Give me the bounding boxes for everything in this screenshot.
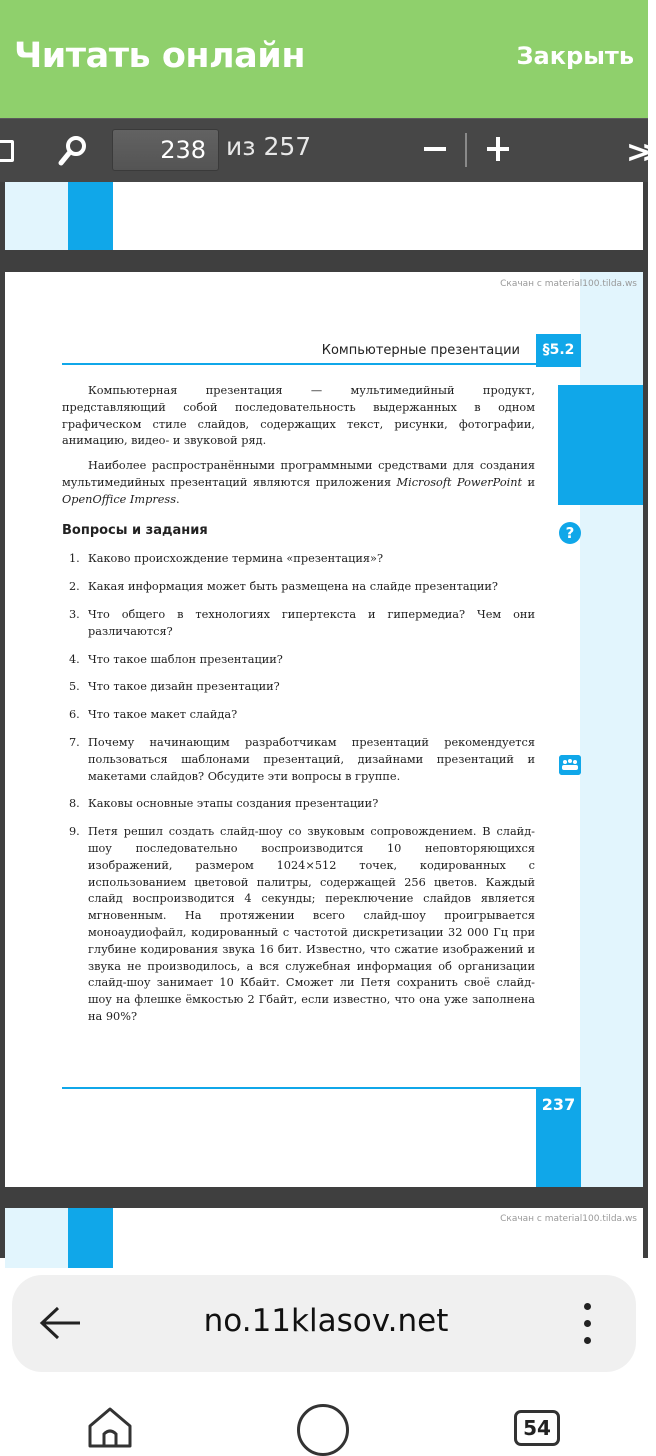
question-mark-icon: ? xyxy=(559,522,581,544)
paragraph-text: Наиболее распространёнными программными средствами для создания мультимедийных презентаций являются приложения xyxy=(62,459,535,489)
paragraph: Компьютерная презентация — мультимедийный продукт, представляющий собой последовательность выдержанных в одном графическом стиле слайдов, содержащих текст, рисунки, фотографии, анимацию, видео- и звуковой ряд. xyxy=(62,384,535,448)
app-title: Читать онлайн xyxy=(14,36,305,76)
question-text: Что такое макет слайда? xyxy=(88,708,238,722)
zoom-in-button[interactable] xyxy=(487,137,509,161)
home-icon[interactable] xyxy=(87,1406,133,1446)
list-item xyxy=(62,824,535,1026)
page-number: 237 xyxy=(541,1095,576,1114)
zoom-out-button[interactable] xyxy=(424,147,446,151)
running-head: Компьютерные презентации xyxy=(321,343,520,358)
question-number: 1. xyxy=(69,552,80,566)
list-item xyxy=(62,796,535,813)
header-rule xyxy=(62,363,538,365)
double-chevron-right-icon[interactable]: >> xyxy=(626,135,656,170)
current-page xyxy=(5,272,643,1187)
watermark: Скачан с material100.tilda.ws xyxy=(500,279,637,289)
question-number: 9. xyxy=(69,825,80,839)
conjunction: и xyxy=(527,475,535,489)
list-item xyxy=(62,679,535,696)
sidebar-toggle-icon[interactable] xyxy=(0,140,14,162)
app-bar xyxy=(0,0,648,118)
list-item xyxy=(62,607,535,641)
questions-list xyxy=(62,551,535,1025)
next-page xyxy=(5,1208,643,1268)
page-decor-strip xyxy=(68,182,113,250)
app-name: Microsoft PowerPoint xyxy=(396,475,523,489)
question-number: 8. xyxy=(69,797,80,811)
app-name: OpenOffice Impress xyxy=(62,492,177,506)
list-item xyxy=(62,735,535,785)
question-number: 3. xyxy=(69,607,80,621)
more-options-icon[interactable] xyxy=(582,1303,592,1347)
question-text: Каково происхождение термина «презентация»? xyxy=(88,552,383,566)
page-body xyxy=(62,383,535,1037)
question-number: 4. xyxy=(69,652,80,666)
close-button[interactable]: Закрыть xyxy=(516,42,634,70)
page-decor-strip xyxy=(5,1208,68,1268)
browser-address-bar xyxy=(12,1275,636,1372)
previous-page xyxy=(5,182,643,250)
zoom-divider xyxy=(465,133,467,167)
list-item xyxy=(62,551,535,568)
footer-rule xyxy=(62,1087,536,1089)
search-icon[interactable] xyxy=(58,135,88,167)
assistant-icon[interactable] xyxy=(297,1404,349,1456)
question-number: 6. xyxy=(69,708,80,722)
paragraph: Наиболее распространёнными программными средствами для создания мультимедийных презентаций являются приложения Microsoft PowerPoint и OpenOffice Impress. xyxy=(62,459,535,506)
question-text: Что такое шаблон презентации? xyxy=(88,652,283,666)
page-decor-strip xyxy=(5,182,68,250)
questions-heading: Вопросы и задания xyxy=(62,522,208,538)
question-text: Какая информация может быть размещена на слайде презентации? xyxy=(88,580,498,594)
document-viewer[interactable] xyxy=(0,182,648,1258)
tabs-count-button[interactable]: 54 xyxy=(514,1410,560,1446)
page-number-input[interactable]: 238 xyxy=(112,129,219,171)
section-tab: §5.2 xyxy=(536,334,581,367)
pdf-toolbar xyxy=(0,118,656,182)
question-number: 2. xyxy=(69,580,80,594)
watermark: Скачан с material100.tilda.ws xyxy=(500,1214,637,1224)
question-text: Каковы основные этапы создания презентации? xyxy=(88,797,379,811)
group-discussion-icon xyxy=(559,755,581,775)
list-item xyxy=(62,579,535,596)
list-item xyxy=(62,707,535,724)
question-number: 7. xyxy=(69,735,80,749)
url-display[interactable]: no.11klasov.net xyxy=(203,1303,449,1339)
margin-accent-block xyxy=(558,385,643,505)
question-text: Почему начинающим разработчикам презентаций рекомендуется пользоваться шаблонами презентаций, дизайнами презентаций и макетами слайдов? Обсудите эти вопросы в группе. xyxy=(88,735,535,783)
page-count-label: из 257 xyxy=(226,132,312,161)
question-number: 5. xyxy=(69,680,80,694)
back-arrow-icon[interactable] xyxy=(38,1305,82,1341)
bottom-nav xyxy=(0,1390,648,1443)
list-item xyxy=(62,652,535,669)
question-text: Что такое дизайн презентации? xyxy=(88,680,280,694)
question-text: Что общего в технологиях гипертекста и гипермедиа? Чем они различаются? xyxy=(88,607,535,638)
page-decor-strip xyxy=(68,1208,113,1268)
question-text: Петя решил создать слайд-шоу со звуковым сопровождением. В слайд-шоу последовательно воспроизводится 10 неповторяющихся изображений, размером 1024×512 точек, кодированных с использованием цветовой палитры, содержащей 256 цветов. Каждый слайд воспроизводится 4 секунды; переключение слайдов является мгновенным. На протяжении всего слайд-шоу проигрывается моноаудиофайл, кодированный с частотой дискретизации 32 000 Гц при глубине кодирования звука 16 бит. Известно, что сжатие изображений и звука не производилось, а вся служебная информация об организации слайд-шоу занимает 10 Кбайт. Сможет ли Петя сохранить своё слайд-шоу на флешке ёмкостью 2 Гбайт, если известно, что она уже заполнена на 90%? xyxy=(88,825,535,1023)
